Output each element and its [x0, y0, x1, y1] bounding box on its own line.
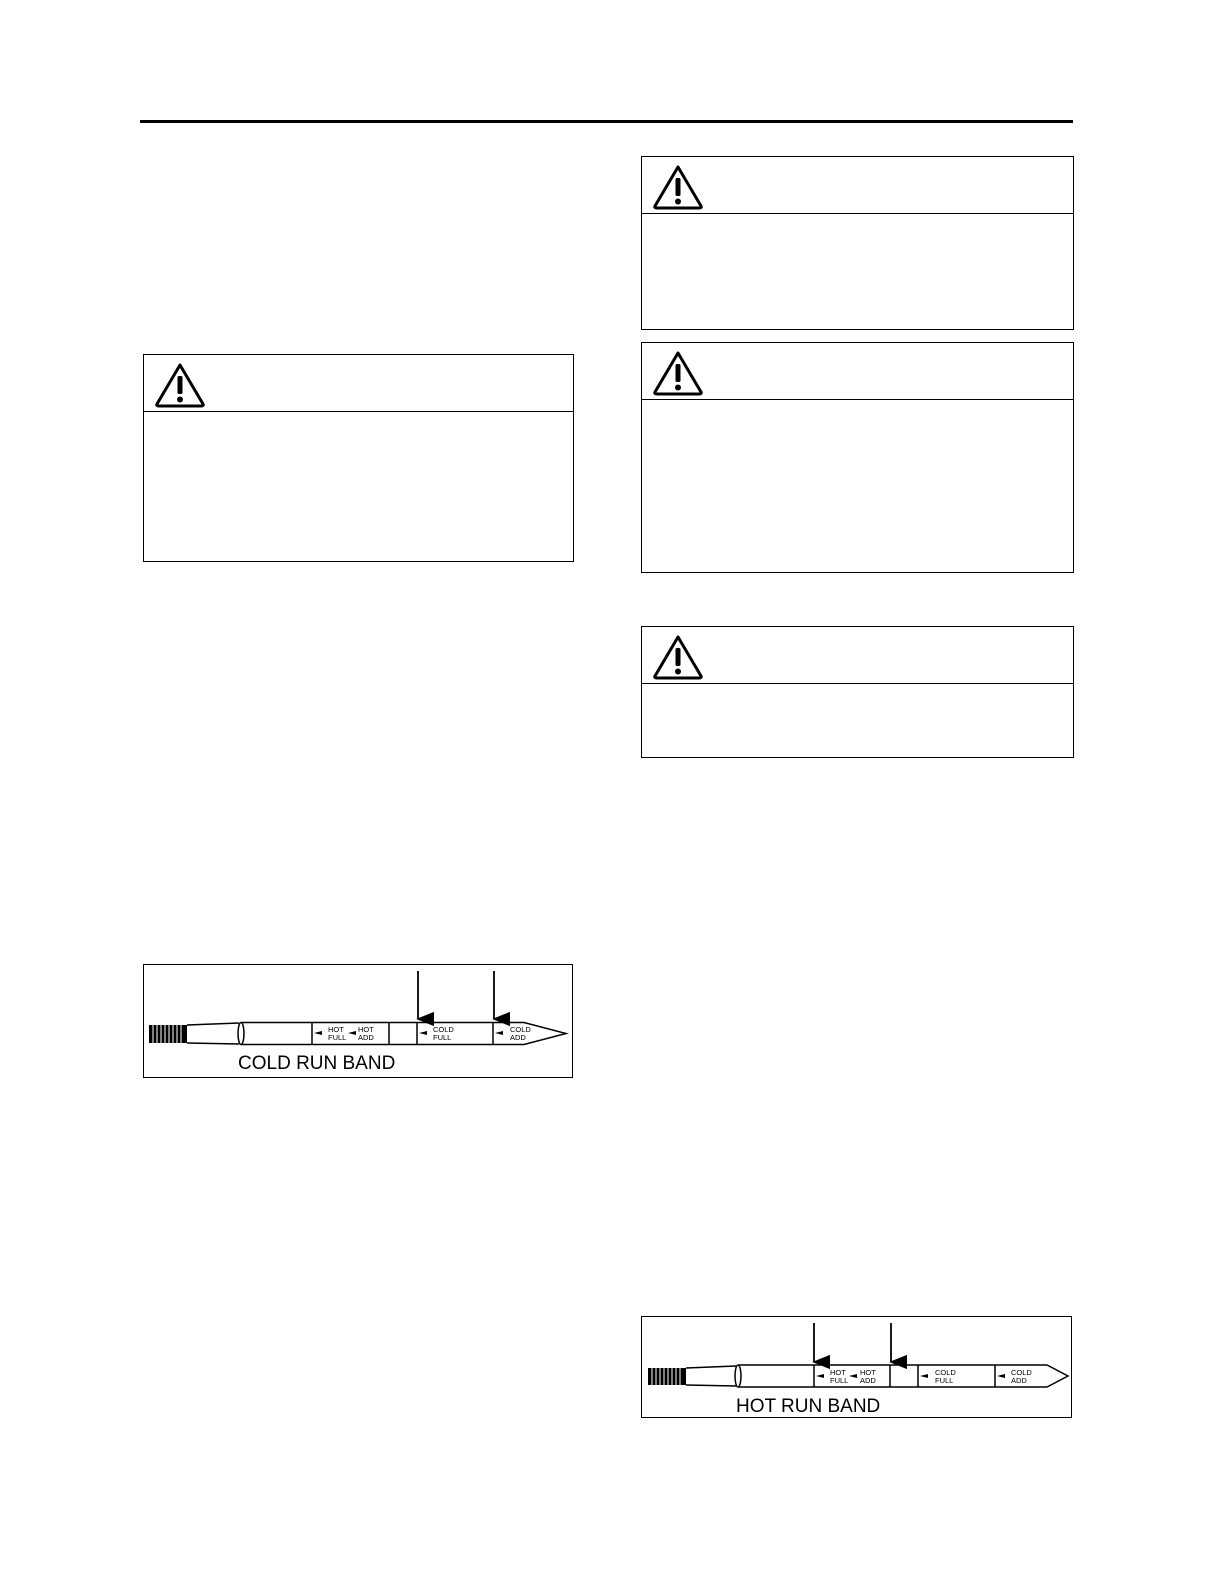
warning-box-header — [642, 157, 1073, 214]
warning-box-body — [642, 684, 1073, 704]
cold-run-band-figure — [143, 964, 573, 1078]
hot-run-band-figure — [641, 1316, 1072, 1418]
figure-caption: COLD RUN BAND — [238, 1053, 396, 1074]
label-cold-full-2: FULL — [433, 1033, 452, 1042]
label-hot-full-2: FULL — [328, 1033, 347, 1042]
warning-box-right-1 — [641, 156, 1074, 330]
warning-box-right-2 — [641, 342, 1074, 573]
label-cold-add-2: ADD — [510, 1033, 526, 1042]
warning-triangle-icon — [652, 164, 704, 210]
label-hot-add-2: ADD — [860, 1376, 876, 1385]
warning-triangle-icon — [652, 350, 704, 396]
warning-box-left — [143, 354, 574, 562]
label-cold-full-2: FULL — [935, 1376, 954, 1385]
warning-box-body — [642, 400, 1073, 420]
label-hot-full-2: FULL — [830, 1376, 849, 1385]
figure-caption: HOT RUN BAND — [736, 1396, 881, 1417]
label-cold-add: COLD — [510, 1025, 531, 1034]
page-header-rule — [140, 120, 1073, 123]
warning-box-body — [144, 412, 573, 432]
warning-box-header — [642, 627, 1073, 684]
label-hot-full: HOT — [328, 1025, 344, 1034]
label-hot-add: HOT — [860, 1368, 876, 1377]
warning-triangle-icon — [154, 362, 206, 408]
label-hot-full: HOT — [830, 1368, 846, 1377]
label-cold-full: COLD — [935, 1368, 956, 1377]
warning-triangle-icon — [652, 634, 704, 680]
label-hot-add: HOT — [358, 1025, 374, 1034]
warning-box-right-3 — [641, 626, 1074, 758]
label-cold-add-2: ADD — [1011, 1376, 1027, 1385]
label-cold-full: COLD — [433, 1025, 454, 1034]
warning-box-header — [642, 343, 1073, 400]
label-hot-add-2: ADD — [358, 1033, 374, 1042]
label-cold-add: COLD — [1011, 1368, 1032, 1377]
warning-box-header — [144, 355, 573, 412]
warning-box-body — [642, 214, 1073, 234]
